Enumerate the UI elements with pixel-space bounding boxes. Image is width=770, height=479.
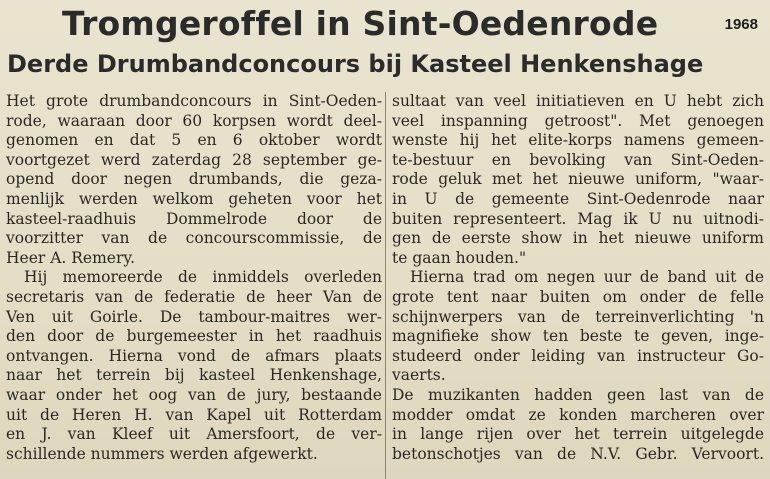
text-line: Heer A. Remery. <box>6 248 135 267</box>
text-line: buiten representeert. Mag ik U nu uitnodi- <box>392 209 764 228</box>
text-line: in U de gemeente Sint-Oedenrode naar <box>392 189 764 208</box>
text-line: veel inspanning getroost". Met genoegen <box>392 111 764 130</box>
text-line: te-bestuur en bevolking van Sint-Oeden- <box>392 150 764 169</box>
text-line: schillende nummers werden afgewerkt. <box>6 444 318 463</box>
text-line: betonschotjes van de N.V. Gebr. Vervoort. <box>392 444 764 463</box>
text-line: opend door negen drumbands, die geza- <box>6 170 382 189</box>
column-divider <box>385 92 386 479</box>
text-line: Hij memoreerde de inmiddels overleden <box>24 268 382 287</box>
text-line: rode geluk met het nieuwe uniform, "waar- <box>392 170 764 189</box>
text-line: rode, waaraan door 60 korpsen wordt deel- <box>6 111 382 130</box>
text-line: ontvangen. Hierna vond de afmars plaats <box>6 346 382 365</box>
text-line: magnifieke show ten beste te geven, inge- <box>392 327 764 346</box>
text-line: kasteel-raadhuis Dommelrode door de <box>6 209 382 228</box>
year-label: 1968 <box>724 16 758 33</box>
text-line: schijnwerpers van de terreinverlichting 'n <box>392 307 764 326</box>
text-line: te gaan houden." <box>392 248 527 267</box>
text-line: in lange rijen over het terrein uitgelegde <box>392 425 764 444</box>
text-line: vaerts. <box>392 366 446 385</box>
right-column <box>392 92 764 464</box>
text-line: grote tent naar buiten om onder de felle <box>392 287 764 306</box>
text-line: modder omdat ze konden marcheren over <box>392 405 764 424</box>
text-line: gen de eerste show in het nieuwe uniform <box>392 229 764 248</box>
text-line: den door de burgemeester in het raadhuis <box>6 327 382 346</box>
text-line: uit de Heren H. van Kapel uit Rotterdam <box>6 405 382 424</box>
text-line: studeerd onder leiding van instructeur Go- <box>392 346 764 365</box>
left-column <box>6 92 382 464</box>
text-line: Hierna trad om negen uur de band uit de <box>410 268 764 287</box>
text-line: naar het terrein bij kasteel Henkenshage, <box>6 366 382 385</box>
text-line: menlijk werden welkom geheten voor het <box>6 189 382 208</box>
text-line: voortgezet werd zaterdag 28 september ge- <box>6 150 382 169</box>
text-line: Het grote drumbandconcours in Sint-Oeden- <box>6 92 382 110</box>
text-line: waar onder het oog van de jury, bestaande <box>6 385 382 404</box>
subheadline: Derde Drumbandconcours bij Kasteel Henkenshage <box>7 50 704 78</box>
text-line: voorzitter van de concourscommissie, de <box>6 229 382 248</box>
text-line: De muzikanten hadden geen last van de <box>392 385 764 404</box>
text-line: secretaris van de federatie de heer Van de <box>6 287 382 306</box>
text-line: sultaat van veel initiatieven en U hebt zich <box>392 92 764 110</box>
text-line: wenste hij het elite-korps namens gemeen- <box>392 131 764 150</box>
headline: Tromgeroffel in Sint-Oedenrode <box>62 4 659 43</box>
text-line: en J. van Kleef uit Amersfoort, de ver- <box>6 425 382 444</box>
text-line: genomen en dat 5 en 6 oktober wordt <box>6 131 382 150</box>
text-line: Ven uit Goirle. De tambour-maitres wer- <box>6 307 382 326</box>
